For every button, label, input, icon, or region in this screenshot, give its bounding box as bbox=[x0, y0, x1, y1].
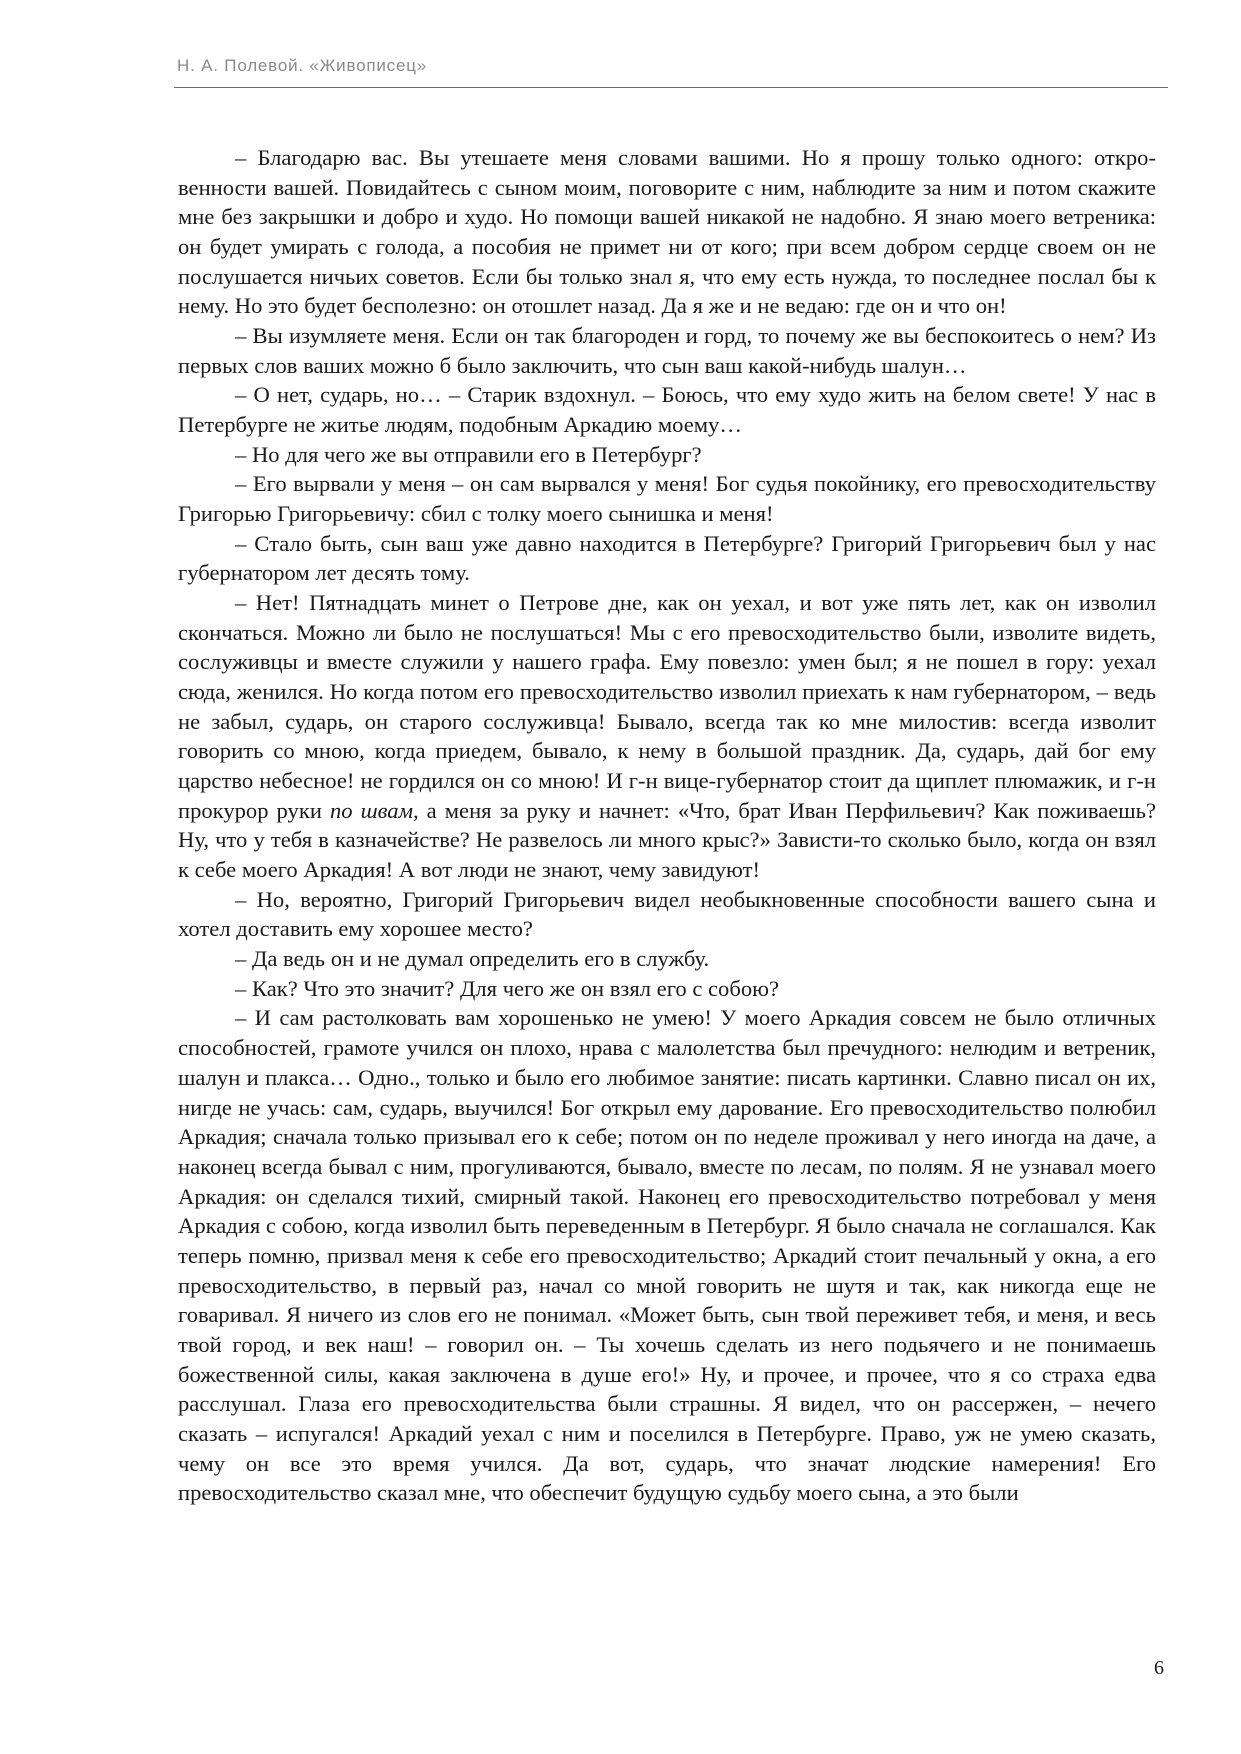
paragraph-text: а меня за руку и начнет: «Что, брат Иван Перфильевич? Как поживаешь? Ну, что у тебя в казначействе? Не развелось ли много крыс?» Зависти-то сколько было, когда он взял к себе моего Аркадия! А вот люди не знают, чему завидуют! bbox=[178, 797, 1156, 883]
paragraph: – Его вырвали у меня – он сам вырвался у меня! Бог судья покойнику, его превосходительству Григорью Григорьевичу: сбил с толку моего сынишка и меня! bbox=[178, 471, 1156, 527]
paragraph: – Вы изумляете меня. Если он так благороден и горд, то почему же вы беспокоитесь о нем? Из первых слов ваших можно б было заключить, что сын ваш какой-нибудь шалун… bbox=[178, 323, 1156, 378]
paragraph-text: – Нет! Пятнадцать минет о Петрове дне, как он уехал, и вот уже пять лет, как он изволил скончаться. Можно ли было не послушаться! Мы с его превосходительство были, изволите видеть, сослуживцы и вместе служили у нашего графа. Ему повезло: умен был; я не пошел в гору: уехал сюда, женился. Но когда потом его превосходительство изволил приехать к нам губернатором, – ведь не забыл, сударь, он старого сослуживца! Бывало, всегда так ко мне милостив: всегда изволит говорить со мною, когда приедем, бывало, к нему в большой праздник. Да, сударь, дай бог ему царство небесное! не гордился он со мною! И г-н вице-губернатор стоит да щиплет плюмажик, и г-н прокурор руки bbox=[178, 590, 1156, 823]
paragraph: – Но для чего же вы отправили его в Петербург? bbox=[235, 441, 702, 467]
paragraph: – Благодарю вас. Вы утешаете меня словами вашими. Но я прошу только одного: откровенности вашей. Повидайтесь с сыном моим, поговорите с ним, наблюдите за ним и потом скажите мне без закрышки и добро и худо. Но помощи вашей никакой не надобно. Я знаю моего ветреника: он будет умирать с голода, а пособия не примет ни от кого; при всем добром сердце своем он не послушается ничьих советов. Если бы только знал я, что ему есть нужда, то последнее послал бы к нему. Но это будет бесполезно: он отошлет назад. Да я же и не ведаю: где он и что он! bbox=[178, 145, 1156, 319]
page-number: 6 bbox=[1154, 1657, 1164, 1679]
paragraph: – И сам растолковать вам хорошенько не умею! У моего Аркадия совсем не было отличных способностей, грамоте учился он плохо, нрава с малолетства был пречудного: нелюдим и ветреник, шалун и плакса… Одно., только и было его любимое занятие: писать картинки. Славно писал он их, нигде не учась: сам, сударь, выучился! Бог открыл ему дарование. Его превосходительство полюбил Аркадия; сначала только призывал его к себе; потом он по неделе проживал у него иногда на даче, а наконец всегда бывал с ним, прогуливаются, бывало, вместе по лесам, по полям. Я не узнавал моего Аркадия: он сделался тихий, смирный такой. Наконец его превосходительство потребовал у меня Аркадия с собою, когда изволил быть переведенным в Петербург. Я было сначала не соглашался. Как теперь помню, призвал меня к себе его превосходительство; Аркадий стоит печальный у окна, а его превосходительство, в первый раз, начал со мной говорить не шутя и так, как никогда еще не говаривал. Я ничего из слов его не понимал. «Может быть, сын твой переживет тебя, и меня, и весь твой город, и век наш! – говорил он. – Ты хочешь сделать из него подьячего и не понимаешь божественной силы, какая заключена в душе его!» Ну, и прочее, и прочее, что я со страха едва расслушал. Глаза его превосходительства были страшны. Я видел, что он рассержен, – нечего сказать – испугался! Аркадий уехал с ним и поселился в Петербурге. Право, уж не умею сказать, чему он все это время учился. Да вот, сударь, что значат людские намерения! Его превосходительство сказал мне, что обеспечит будущую судьбу моего сына, а это были bbox=[178, 1005, 1156, 1506]
running-header: Н. А. Полевой. «Живописец» bbox=[177, 56, 428, 75]
paragraph: – О нет, сударь, но… – Старик вздохнул. – Боюсь, что ему худо жить на белом свете! У нас в Петербурге не житье людям, подобным Аркадию моему… bbox=[178, 382, 1156, 438]
paragraph: – Но, вероятно, Григорий Григорьевич видел необыкновенные способности вашего сына и хотел доставить ему хорошее место? bbox=[178, 886, 1156, 942]
header-divider bbox=[174, 87, 1168, 88]
main-text bbox=[178, 143, 1156, 1508]
paragraph-with-italic bbox=[178, 588, 1156, 885]
paragraph: – Стало быть, сын ваш уже давно находится в Петербурге? Григорий Григорьевич был у нас губернатором лет десять тому. bbox=[178, 530, 1156, 586]
paragraph: – Да ведь он и не думал определить его в службу. bbox=[235, 946, 710, 972]
italic-phrase: по швам, bbox=[329, 797, 419, 823]
paragraph: – Как? Что это значит? Для чего же он взял его с собою? bbox=[235, 975, 780, 1001]
